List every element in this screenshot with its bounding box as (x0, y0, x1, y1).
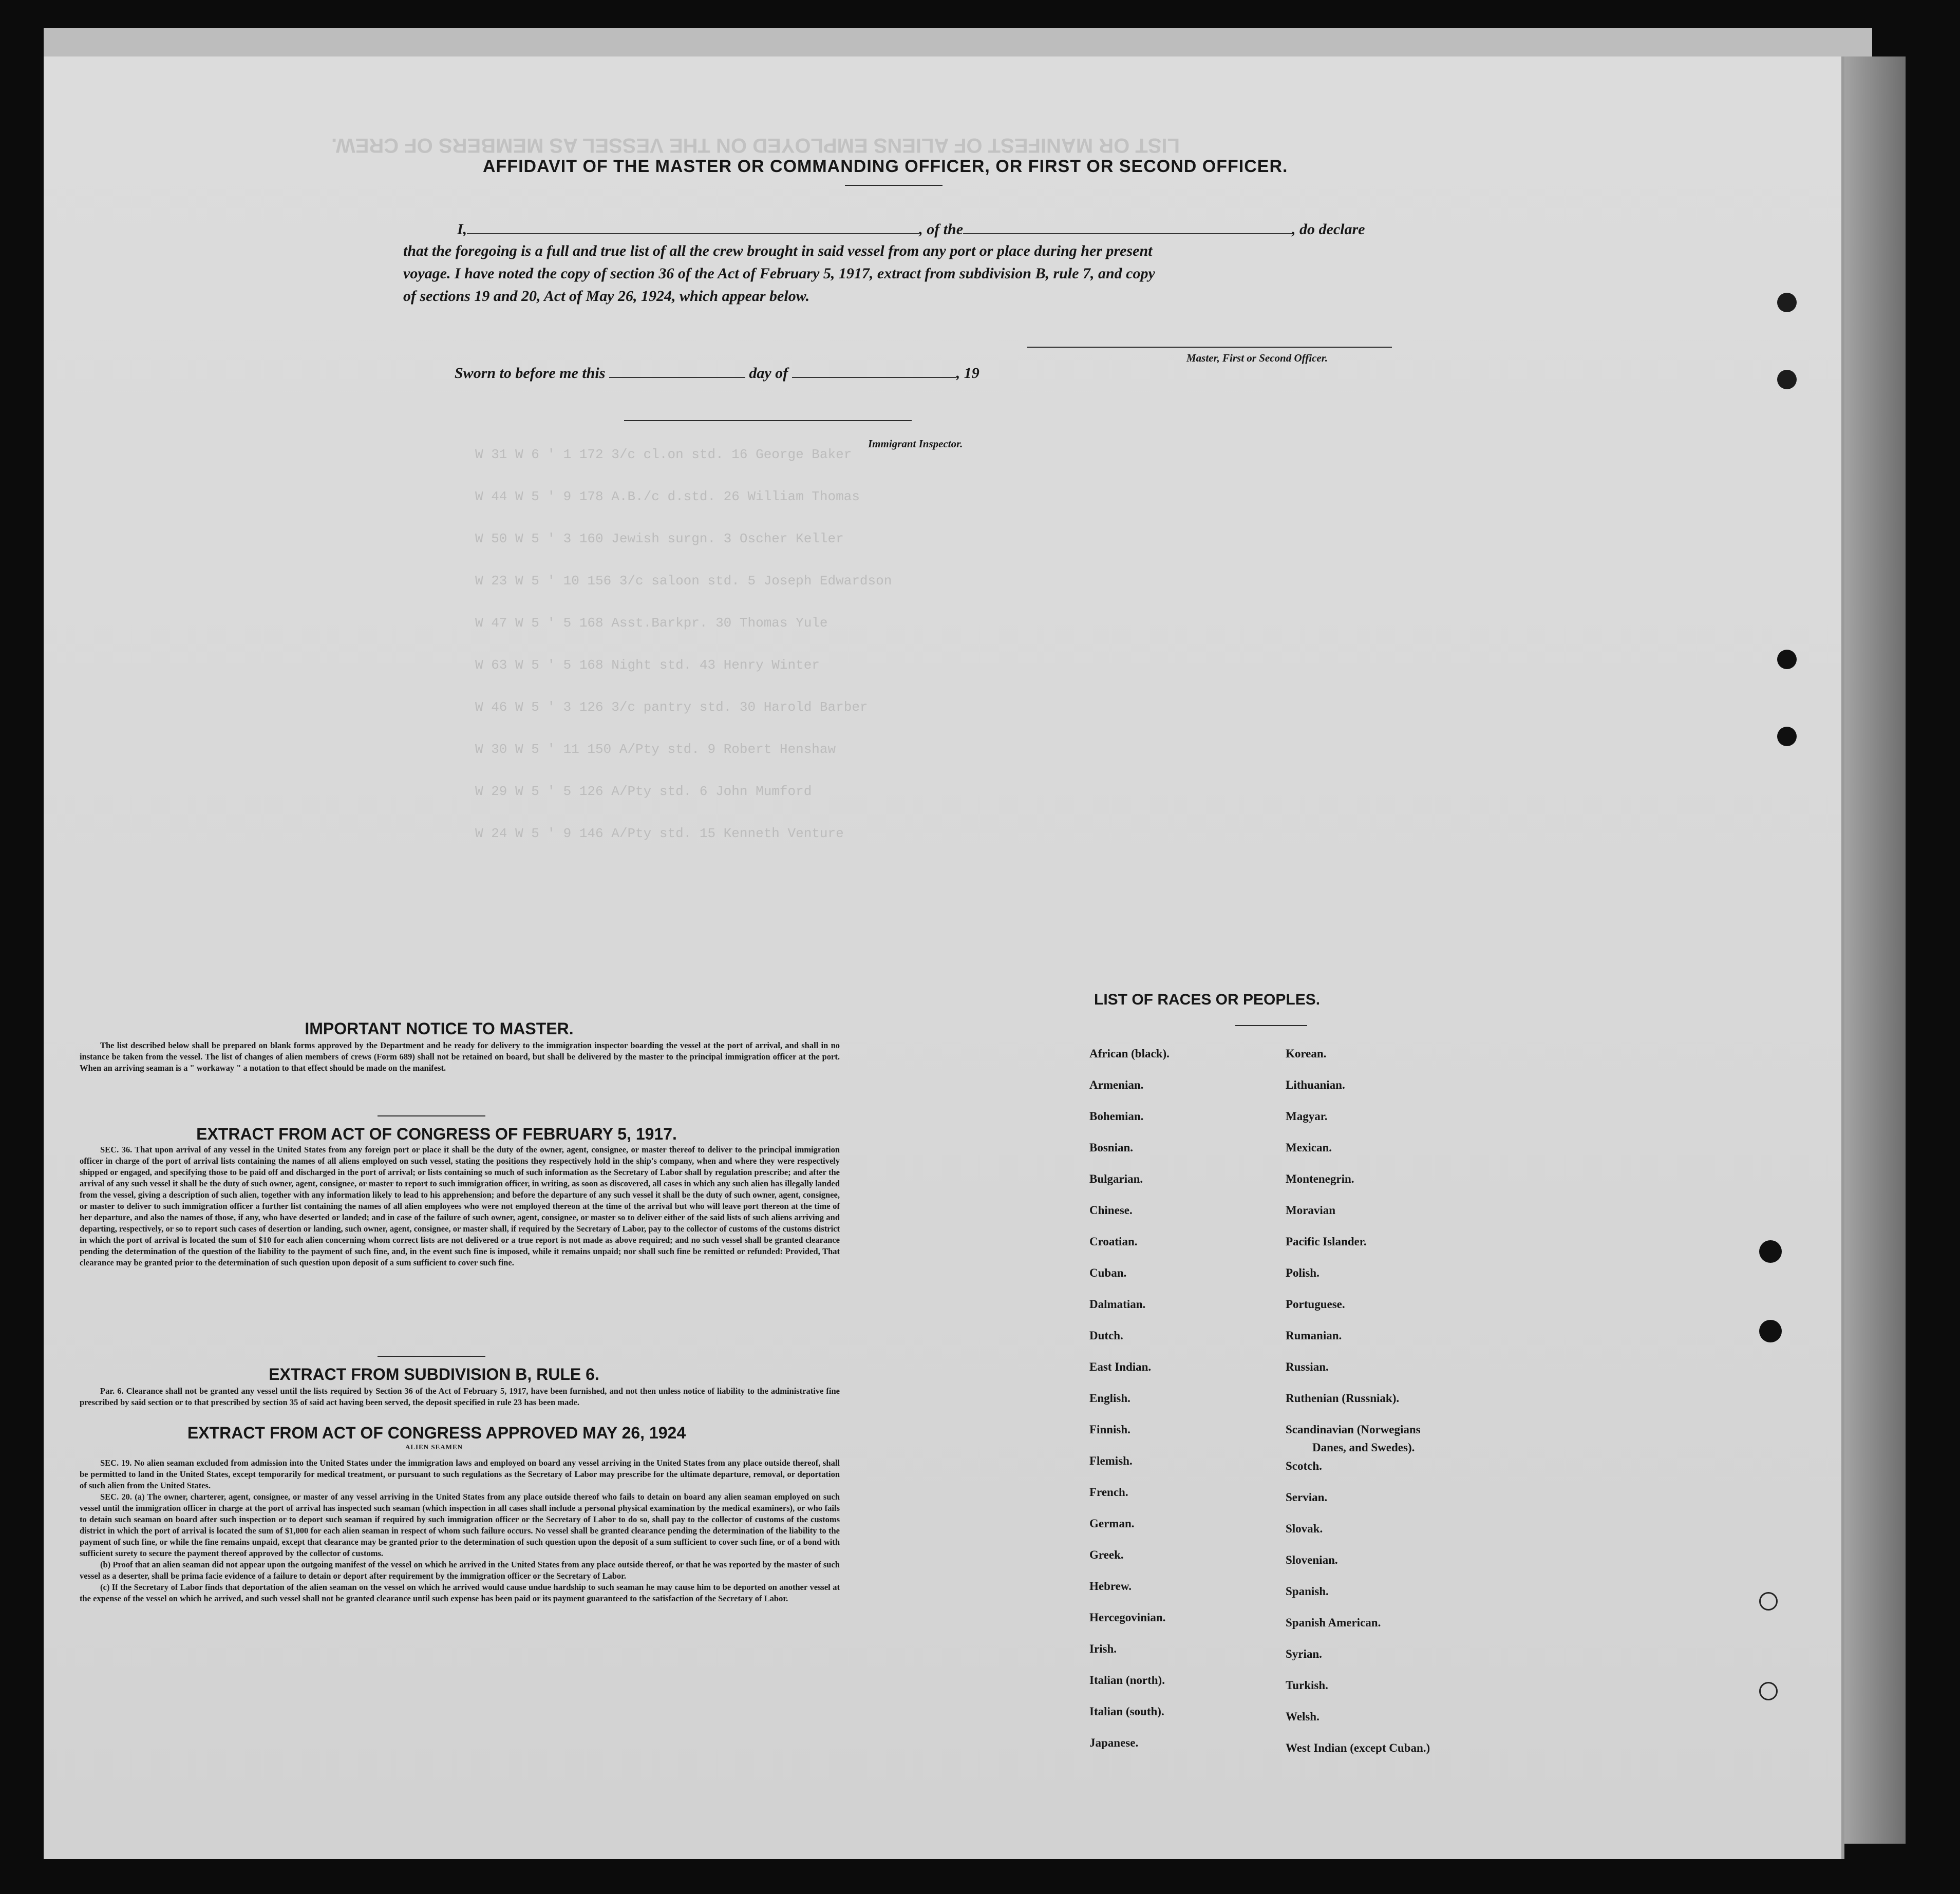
month-blank[interactable] (792, 364, 956, 378)
race-item: Ruthenian (Russniak). (1286, 1392, 1400, 1405)
race-item: Greek. (1089, 1548, 1124, 1561)
race-item: Scotch. (1286, 1460, 1322, 1472)
bleed-through-row: W 44 W 5 ' 9 178 A.B./c d.std. 26 William Thomas (475, 489, 860, 504)
race-item: German. (1089, 1517, 1135, 1530)
divider (845, 185, 943, 186)
day-of-label: day of (749, 365, 788, 382)
race-item: Slovak. (1286, 1522, 1323, 1535)
race-item: Croatian. (1089, 1235, 1138, 1248)
punch-hole (1759, 1240, 1782, 1263)
race-item: Chinese. (1089, 1204, 1133, 1217)
bleed-through-heading: LIST OR MANIFEST OF ALIENS EMPLOYED ON THE VESSEL AS MEMBERS OF CREW. (331, 134, 1180, 157)
race-item: Spanish American. (1286, 1616, 1381, 1629)
punch-hole (1777, 370, 1797, 389)
master-caption: Master, First or Second Officer. (1186, 352, 1328, 364)
divider (378, 1115, 485, 1116)
races-title: LIST OF RACES OR PEOPLES. (1094, 991, 1321, 1008)
race-item: Syrian. (1286, 1647, 1322, 1660)
race-item: Hebrew. (1089, 1580, 1132, 1593)
name-blank[interactable] (467, 220, 919, 234)
master-signature-line[interactable] (1027, 347, 1392, 348)
bleed-through-row: W 47 W 5 ' 5 168 Asst.Barkpr. 30 Thomas Yule (475, 615, 828, 631)
punch-hole (1759, 1320, 1782, 1342)
race-item: Russian. (1286, 1360, 1329, 1373)
race-item: Japanese. (1089, 1736, 1139, 1749)
divider (1235, 1025, 1307, 1026)
inspector-signature-line[interactable] (624, 420, 912, 421)
inspector-caption: Immigrant Inspector. (868, 438, 963, 450)
race-item: Italian (north). (1089, 1674, 1165, 1687)
bleed-through-row: W 29 W 5 ' 5 126 A/Pty std. 6 John Mumford (475, 784, 812, 799)
bleed-through-row: W 31 W 6 ' 1 172 3/c cl.on std. 16 George Baker (475, 447, 852, 462)
race-item: Cuban. (1089, 1266, 1127, 1279)
of-the-label: , of the (919, 221, 964, 238)
bleed-through-row: W 63 W 5 ' 5 168 Night std. 43 Henry Winter (475, 657, 820, 673)
bleed-through-row: W 23 W 5 ' 10 156 3/c saloon std. 5 Joseph Edwardson (475, 573, 892, 589)
affidavit-line-4: of sections 19 and 20, Act of May 26, 1924, which appear below. (403, 288, 810, 305)
notice-title: IMPORTANT NOTICE TO MASTER. (305, 1019, 574, 1038)
bleed-through-row: W 50 W 5 ' 3 160 Jewish surgn. 3 Oscher Keller (475, 531, 844, 546)
vessel-blank[interactable] (963, 220, 1292, 234)
affidavit-title: AFFIDAVIT OF THE MASTER OR COMMANDING OFFICER, OR FIRST OR SECOND OFFICER. (483, 157, 1288, 176)
race-item: Dalmatian. (1089, 1298, 1146, 1311)
race-item: Scandinavian (Norwegians (1286, 1423, 1421, 1436)
bleed-through-row: W 30 W 5 ' 11 150 A/Pty std. 9 Robert Henshaw (475, 742, 836, 757)
manifest-back-page (44, 56, 1844, 1859)
race-item: Bosnian. (1089, 1141, 1134, 1154)
rule6-title: EXTRACT FROM SUBDIVISION B, RULE 6. (269, 1365, 599, 1384)
race-item: Moravian (1286, 1204, 1336, 1217)
race-item: African (black). (1089, 1047, 1170, 1060)
race-item: Armenian. (1089, 1078, 1144, 1091)
race-item: Pacific Islander. (1286, 1235, 1367, 1248)
race-item: West Indian (except Cuban.) (1286, 1741, 1430, 1754)
race-item-continuation: Danes, and Swedes). (1312, 1441, 1415, 1454)
race-item: Rumanian. (1286, 1329, 1342, 1342)
bleed-through-row: W 24 W 5 ' 9 146 A/Pty std. 15 Kenneth Venture (475, 826, 844, 841)
sworn-line (455, 364, 979, 382)
race-item: Servian. (1286, 1491, 1328, 1504)
race-item: Mexican. (1286, 1141, 1332, 1154)
rule6-body: Par. 6. Clearance shall not be granted any vessel until the lists required by Section 36 of the Act of February 5, 1917, have been furnished, and not then unless notice of liability to the administrative fine prescribed by said section or to that prescribed by section 35 of said act having been served, the deposit specified in rule 23 has been made. (80, 1386, 840, 1407)
race-item: Montenegrin. (1286, 1172, 1354, 1185)
race-item: Portuguese. (1286, 1298, 1345, 1311)
notice-body: The list described below shall be prepared on blank forms approved by the Department and be ready for delivery to the immigration inspector boarding the vessel at the port of arrival, and shall in no instance be taken from the vessel. The list of changes of alien members of crews (Form 689) shall not be retained on board, but shall be delivered by the master to the principal immigration officer at the port. When an arriving seaman is a " workaway " a notation to that effect should be made on the manifest. (80, 1040, 840, 1073)
race-item: English. (1089, 1392, 1130, 1405)
race-item: Slovenian. (1286, 1554, 1338, 1566)
sworn-label: Sworn to before me this (455, 365, 606, 382)
race-item: Welsh. (1286, 1710, 1320, 1723)
race-item: Korean. (1286, 1047, 1327, 1060)
punch-hole (1759, 1592, 1778, 1611)
race-item: Finnish. (1089, 1423, 1130, 1436)
alien-seamen-subhead: ALIEN SEAMEN (405, 1443, 463, 1451)
race-item: East Indian. (1089, 1360, 1152, 1373)
affidavit-line-1 (457, 220, 1365, 238)
punch-hole (1777, 293, 1797, 312)
extract-1924-body: SEC. 19. No alien seaman excluded from admission into the United States under the immigration laws and employed on board any vessel arriving in the United States from any place outside thereof, shall be permitted to land in the United States, except temporarily for medical treatment, or pursuant to such regulations as the Secretary of Labor may prescribe for the ultimate departure, removal, or deportation of such alien from the United States. SEC. 20. (a) The owner, charterer, agent, consignee, or master of any vessel arriving in the United States from any place outside thereof who fails to detain on board any alien seaman employed on such vessel until the immigration officer in charge at the port of arrival has inspected such seaman (which inspection in all cases shall include a personal physical examination by the medical examiners), or who fails to detain such seaman on board after such inspection or to deport such seaman if required by such immigration officer or the Secretary of Labor to do so, shall pay to the collector of customs of the customs district in which the port of arrival is located the sum of $1,000 for each alien seaman in respect of whom such failure occurs. No vessel shall be granted clearance pending the determination of the liability to the payment of such fine, or while the fine remains unpaid, except that clearance may be granted prior to the determination of such question upon the deposit of a sum sufficient to cover such fine, or of a bond with sufficient surety to secure the payment thereof approved by the collector of customs. (b) Proof that an alien seaman did not appear upon the outgoing manifest of the vessel on which he arrived in the United States from any place outside thereof, or that he was reported by the master of such vessel as a deserter, shall be prima facie evidence of a failure to detain or deport after requirement by the immigration officer or the Secretary of Labor. (c) If the Secretary of Labor finds that deportation of the alien seaman on the vessel on which he arrived would cause undue hardship to such seaman he may cause him to be deported on another vessel at the expense of the vessel on which he arrived, and such vessel shall not be granted clearance until such expense has been paid or its payment guaranteed to the satisfaction of the Secretary of Labor. (80, 1458, 840, 1603)
page-top-edge (44, 28, 1872, 56)
race-item: Bulgarian. (1089, 1172, 1143, 1185)
race-item: Hercegovinian. (1089, 1611, 1166, 1624)
affidavit-line-3: voyage. I have noted the copy of section 36 of the Act of February 5, 1917, extract from subdivision B, rule 7, and copy (403, 265, 1155, 282)
race-item: Polish. (1286, 1266, 1320, 1279)
day-blank[interactable] (609, 364, 745, 378)
i-label: I, (457, 221, 467, 238)
race-item: Flemish. (1089, 1454, 1133, 1467)
year-label: , 19 (956, 365, 979, 382)
punch-hole (1777, 727, 1797, 746)
race-item: Italian (south). (1089, 1705, 1164, 1718)
race-item: French. (1089, 1486, 1128, 1499)
race-item: Lithuanian. (1286, 1078, 1345, 1091)
divider (378, 1356, 485, 1357)
extract-1924-title: EXTRACT FROM ACT OF CONGRESS APPROVED MAY 26, 1924 (187, 1424, 686, 1442)
affidavit-line-2: that the foregoing is a full and true list of all the crew brought in said vessel from any port or place during her present (403, 242, 1153, 259)
race-item: Irish. (1089, 1642, 1117, 1655)
race-item: Spanish. (1286, 1585, 1329, 1598)
extract-1917-body: SEC. 36. That upon arrival of any vessel in the United States from any foreign port or place it shall be the duty of the owner, agent, consignee, or master thereof to deliver to the principal immigration officer in charge of the port of arrival lists containing the names of all aliens employed on such vessel, stating the positions they respectively hold in the ship's company, when and where they were respectively shipped or engaged, and specifying those to be paid off and discharged in the port of arrival; or lists containing so much of such information as the Secretary of Labor shall by regulation prescribe; and after the arrival of any such vessel it shall be the duty of such owner, agent, consignee, or master to report to such immigration officer, in writing, as soon as discovered, all cases in which any such alien has illegally landed from the vessel, giving a description of such alien, together with any information likely to lead to his apprehension; and before the departure of any such vessel it shall be the duty of such owner, agent, consignee, or master to deliver to such immigration officer a further list containing the names of all alien employees who were not employed thereon at the time of the arrival but who will leave port thereon at the time of her departure, and also the names of those, if any, who have deserted or landed; and in case of the failure of such owner, agent, consignee, or master so to deliver either of the said lists of such aliens arriving and departing, respectively, or so to report such cases of desertion or landing, such owner, agent, consignee, or master shall, if required by the Secretary of Labor, pay to the collector of customs of the customs district in which the port of arrival is located the sum of $10 for each alien concerning whom correct lists are not delivered or a true report is not made as above required; and no such vessel shall be granted clearance pending the determination of the question of the liability to the payment of such fine, and, in the event such fine is imposed, while it remains unpaid; nor shall such fine be remitted or refunded: Provided, That clearance may be granted prior to the determination of such question upon deposit of a sum sufficient to cover such fine. (80, 1145, 840, 1267)
bleed-through-row: W 46 W 5 ' 3 126 3/c pantry std. 30 Harold Barber (475, 699, 868, 715)
do-declare-label: , do declare (1292, 221, 1365, 238)
race-item: Magyar. (1286, 1110, 1328, 1123)
punch-hole (1759, 1682, 1778, 1700)
punch-hole (1777, 650, 1797, 669)
extract-1917-title: EXTRACT FROM ACT OF CONGRESS OF FEBRUARY 5, 1917. (196, 1125, 677, 1143)
race-item: Dutch. (1089, 1329, 1123, 1342)
race-item: Turkish. (1286, 1679, 1328, 1692)
race-item: Bohemian. (1089, 1110, 1144, 1123)
